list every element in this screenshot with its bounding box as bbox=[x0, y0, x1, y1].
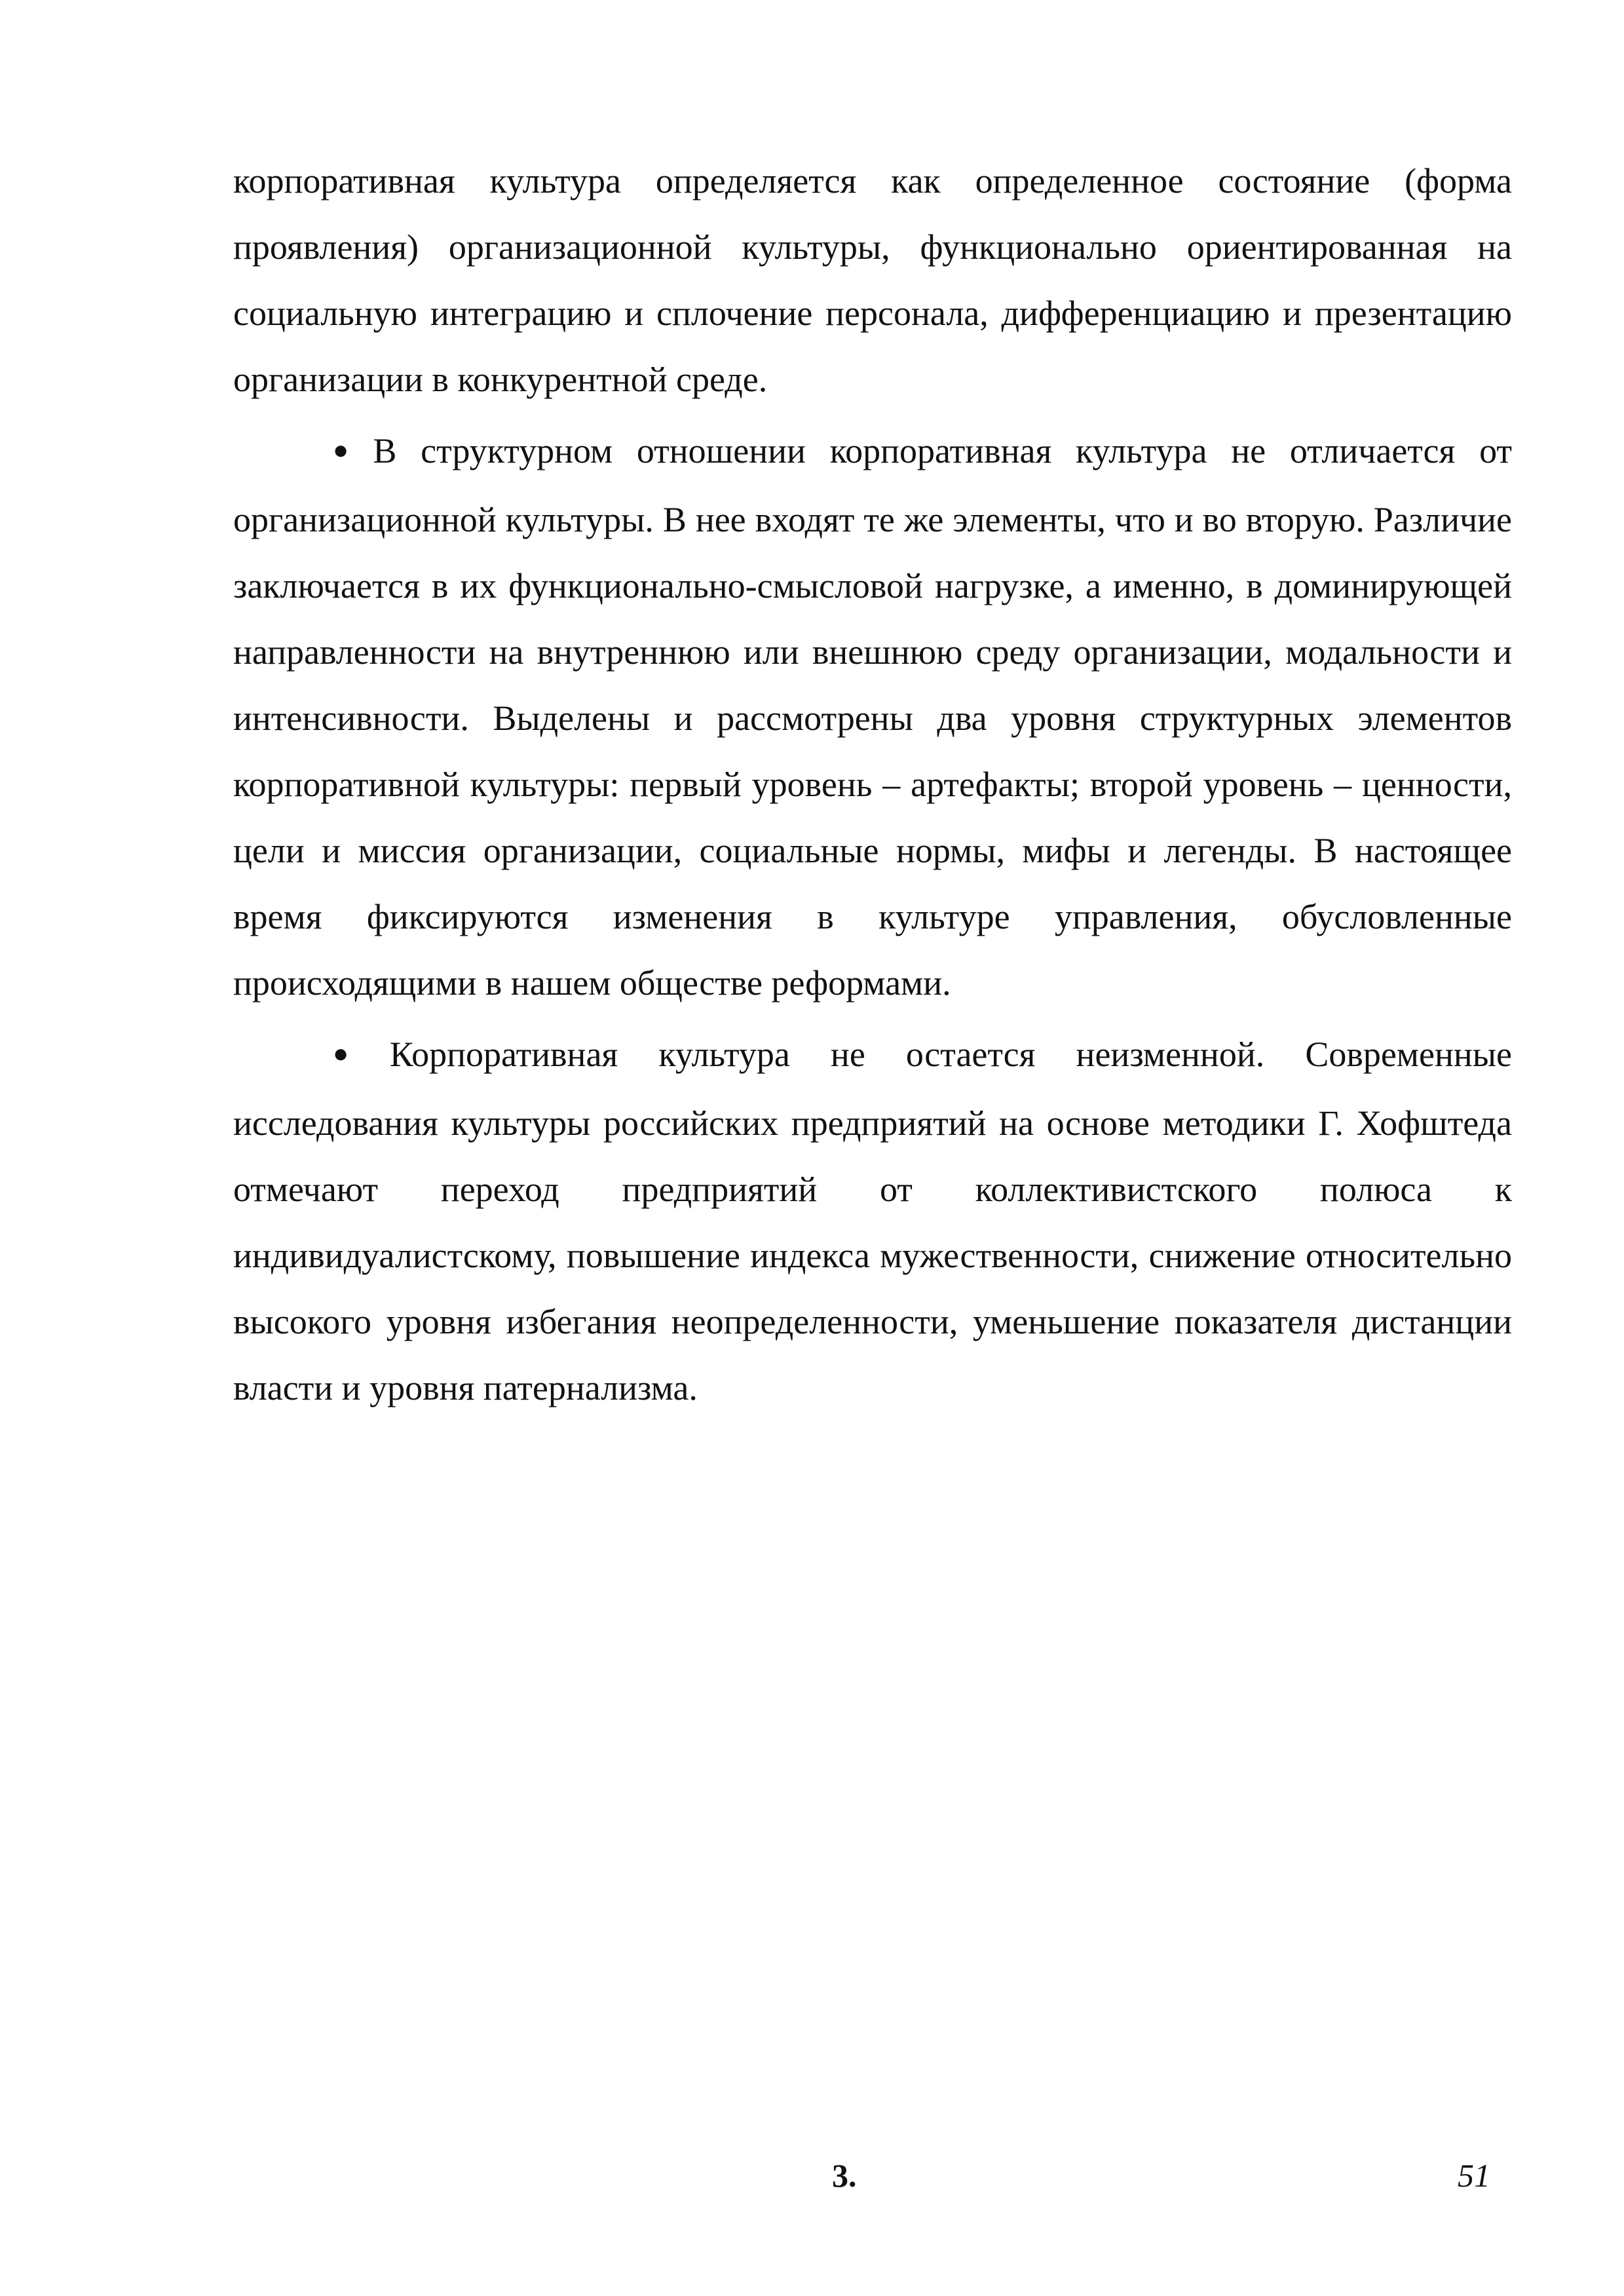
bullet-icon: ● bbox=[333, 1039, 381, 1068]
paragraph-3 bbox=[233, 1022, 1512, 1421]
paragraph-2-text: В структурном отношении корпоративная культура не отличается от организационной культуры. В нее входят те же элементы, что и во вторую. Различие заключается в их функционально-смысловой нагрузке, а именно, в доминирующей направленности на внутреннюю или внешнюю среду организации, модальности и интенсивности. Выделены и рассмотрены два уровня структурных элементов корпоративной культуры: первый уровень – артефакты; второй уровень – ценности, цели и миссия организации, социальные нормы, мифы и легенды. В настоящее время фиксируются изменения в культуре управления, обусловленные происходящими в нашем обществе реформами. bbox=[233, 431, 1512, 1003]
paragraph-2 bbox=[233, 418, 1512, 1016]
section-number: 3. bbox=[832, 2157, 857, 2194]
bullet-icon: ● bbox=[333, 435, 364, 465]
paragraph-3-text: Корпоративная культура не остается неизменной. Современные исследования культуры российских предприятий на основе методики Г. Хофштеда отмечают переход предприятий от коллективистского полюса к индивидуалистскому, повышение индекса мужественности, снижение относительно высокого уровня избегания неопределенности, уменьшение показателя дистанции власти и уровня патернализма. bbox=[233, 1035, 1512, 1407]
document-body bbox=[233, 148, 1512, 1421]
paragraph-1 bbox=[233, 148, 1512, 413]
paragraph-1-text: корпоративная культура определяется как определенное состояние (форма проявления) организационной культуры, функционально ориентированная на социальную интеграцию и сплочение персонала, дифференциацию и презентацию организации в конкурентной среде. bbox=[233, 161, 1512, 399]
page-number: 51 bbox=[1458, 2157, 1490, 2194]
